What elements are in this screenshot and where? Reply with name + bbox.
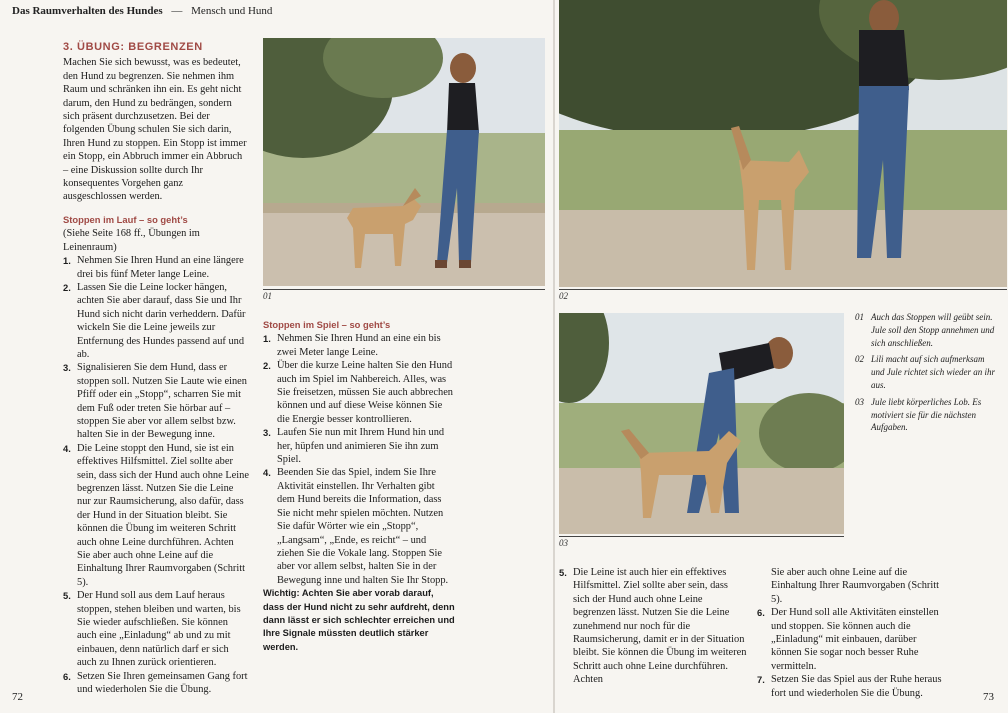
- list-item: [757, 673, 943, 700]
- play-steps-end-list: [757, 606, 943, 700]
- step-number: 1.: [263, 333, 271, 345]
- step-number: 6.: [757, 607, 765, 619]
- caption-text: Auch das Stoppen will geübt sein. Jule soll den Stopp annehmen und sich anschließen.: [871, 312, 995, 348]
- middle-text-column: [263, 318, 455, 654]
- step-number: 4.: [263, 467, 271, 479]
- photo-rule: [559, 289, 1007, 290]
- step-text: Lassen Sie die Leine locker hängen, achten Sie aber darauf, dass Sie und Ihr Hund sich nicht darin verheddern. Dafür wickeln Sie die Leine jeweils zur Entfernung des Hundes passend auf und ab.: [77, 281, 246, 360]
- exercise-heading: 3. ÜBUNG: BEGRENZEN: [63, 41, 203, 53]
- warning-note: Wichtig: Achten Sie aber vorab darauf, dass der Hund nicht zu sehr aufdreht, denn dann lässt er sich schlechter erreichen und Ihre Signale müssten deutlich stärker werden.: [263, 588, 455, 652]
- list-item: [263, 332, 455, 359]
- list-item: [63, 361, 249, 441]
- run-steps-list: [63, 254, 249, 696]
- photo-01: [263, 38, 545, 286]
- list-item: [757, 606, 943, 673]
- running-head-section: Mensch und Hund: [191, 5, 273, 17]
- step-number: 2.: [63, 281, 71, 293]
- left-text-column: [63, 41, 249, 697]
- list-item: [63, 589, 249, 669]
- right-text-column-2: [757, 566, 943, 700]
- step-text: Nehmen Sie Ihren Hund an eine ein bis zwei Meter lange Leine.: [277, 333, 441, 358]
- step-number: 7.: [757, 674, 765, 686]
- intro-paragraph: Machen Sie sich bewusst, was es bedeutet, den Hund zu begrenzen. Sie nehmen ihm Raum und schränken ihn ein. Es geht nicht darum, den Hund zu bedrängen, sondern sich präsent durchzusetzen. Bei der folgenden Übung schulen Sie sich darin, Ihren Hund zu stoppen. Ein Stopp ist immer ein Stopp, ein Abbruch immer ein Abbruch – eine Diskussion sollte durch Ihr konsequentes Vorgehen ganz ausgeschlossen werden.: [63, 57, 247, 203]
- step-number: 6.: [63, 670, 71, 682]
- list-item: [263, 359, 455, 426]
- folio-right: 73: [983, 691, 994, 703]
- step-text: Der Hund soll aus dem Lauf heraus stoppen, stehen bleiben und warten, bis Sie wieder aufschließen. Sie können auch eine „Einladung“ ab und zu mit einbauen, denn natürlich darf er sich auch zu Ihnen zurück orientieren.: [77, 590, 241, 669]
- step-continuation: Sie aber auch ohne Leine auf die Einhaltung Ihrer Raumvorgaben (Schritt 5).: [771, 567, 940, 605]
- play-steps-list: [263, 332, 455, 587]
- step-text: Der Hund soll alle Aktivitäten einstellen und stoppen. Sie können auch die „Einladung“ mit einbauen, darüber können Sie sogar noch besser Ruhe vermitteln.: [771, 607, 939, 672]
- caption-01: [855, 311, 995, 349]
- caption-02: [855, 353, 995, 391]
- step-number: 1.: [63, 255, 71, 267]
- caption-03: [855, 396, 995, 434]
- page-reference: (Siehe Seite 168 ff., Übungen im Leinenraum): [63, 228, 200, 253]
- caption-number: 03: [855, 396, 864, 407]
- step-text: Setzen Sie das Spiel aus der Ruhe heraus fort und wiederholen Sie die Übung.: [771, 674, 942, 699]
- list-item: [63, 281, 249, 361]
- step-text: Setzen Sie Ihren gemeinsamen Gang fort und wiederholen Sie die Übung.: [77, 670, 248, 696]
- step-number: 3.: [263, 427, 271, 439]
- subheading-run: Stoppen im Lauf – so geht’s: [63, 213, 188, 225]
- photo-03: [559, 313, 844, 534]
- folio-left: 72: [12, 691, 23, 703]
- list-item: [63, 442, 249, 589]
- caption-number: 02: [855, 354, 864, 365]
- play-steps-cont-list: [559, 566, 747, 687]
- list-item: [63, 670, 249, 697]
- running-head: [12, 5, 272, 17]
- step-text: Die Leine stoppt den Hund, sie ist ein effektives Hilfsmittel. Ziel sollte aber sein, dass sich der Hund auch ohne Leine begrenzen lässt. Nutzen Sie die Leine nur zur Raumsicherung, also dafür, dass der Hund in der Situation bleibt. Sie können die Übung im weiteren Schritt auch ohne Leine durchführen. Achten Sie aber auch ohne Leine auf die Einhaltung Ihrer Raumvorgaben (Schritt 5).: [77, 442, 249, 588]
- step-text: Nehmen Sie Ihren Hund an eine längere drei bis fünf Meter lange Leine.: [77, 255, 244, 280]
- list-item: [559, 566, 747, 687]
- running-head-title: Das Raumverhalten des Hundes: [12, 5, 163, 17]
- right-page: [555, 0, 1008, 713]
- step-number: 5.: [559, 567, 567, 578]
- step-text: Die Leine ist auch hier ein effektives Hilfsmittel. Ziel sollte aber sein, dass sich der Hund auch ohne Leine begrenzen lässt. Nutzen Sie die Leine zunehmend nur noch für die Raumsicherung, damit er in der Situation bleibt. Sie können die Übung im weiteren Schritt auch ohne Leine durchführen. Achten: [573, 567, 747, 686]
- photo-label-03: 03: [559, 538, 568, 548]
- step-text: Über die kurze Leine halten Sie den Hund auch im Spiel im Nahbereich. Alles, was Sie freisetzen, müssen Sie auch abbrechen können und auf diese Weise können Sie die Energie besser kontrollieren.: [277, 360, 453, 425]
- list-item: [63, 254, 249, 281]
- subheading-play: Stoppen im Spiel – so geht’s: [263, 319, 391, 330]
- photo-label-02: 02: [559, 291, 568, 301]
- step-text: Laufen Sie nun mit Ihrem Hund hin und her, hüpfen und animieren Sie ihn zum Spiel.: [277, 427, 445, 466]
- step-number: 2.: [263, 360, 271, 372]
- step-text: Signalisieren Sie dem Hund, dass er stoppen soll. Nutzen Sie Laute wie einen Pfiff oder ein „Stopp“, scharren Sie mit dem Fuß oder treten Sie hörbar auf – stoppen Sie aber vor allem selbst bzw. halten Sie in der Bewegung inne.: [77, 362, 247, 441]
- list-item: [263, 466, 455, 587]
- right-text-column-1: [559, 566, 747, 687]
- caption-text: Jule liebt körperliches Lob. Es motiviert sie für die nächsten Aufgaben.: [871, 396, 982, 433]
- running-head-separator: —: [171, 5, 183, 17]
- photo-label-01: 01: [263, 291, 272, 301]
- caption-text: Lili macht auf sich aufmerksam und Jule richtet sich wieder an ihr aus.: [871, 354, 995, 390]
- list-item: [263, 426, 455, 466]
- step-number: 4.: [63, 442, 71, 454]
- photo-rule: [263, 289, 545, 290]
- step-text: Beenden Sie das Spiel, indem Sie Ihre Aktivität einstellen. Ihr Verhalten gibt dem Hund bereits die Information, dass Sie nicht mehr spielen möchten. Nutzen Sie dafür Wörter wie ein „Stopp“, „Langsam“, „Ende, es reicht“ – und ziehen Sie die Vokale lang. Stoppen Sie aber vor allem selbst, halten Sie in der Bewegung inne und halten Sie Ihr Stopp.: [277, 467, 449, 586]
- photo-rule: [559, 536, 844, 537]
- step-number: 5.: [63, 590, 71, 602]
- photo-02: [559, 0, 1007, 287]
- step-number: 3.: [63, 362, 71, 374]
- photo-captions: [855, 311, 995, 438]
- caption-number: 01: [855, 312, 864, 322]
